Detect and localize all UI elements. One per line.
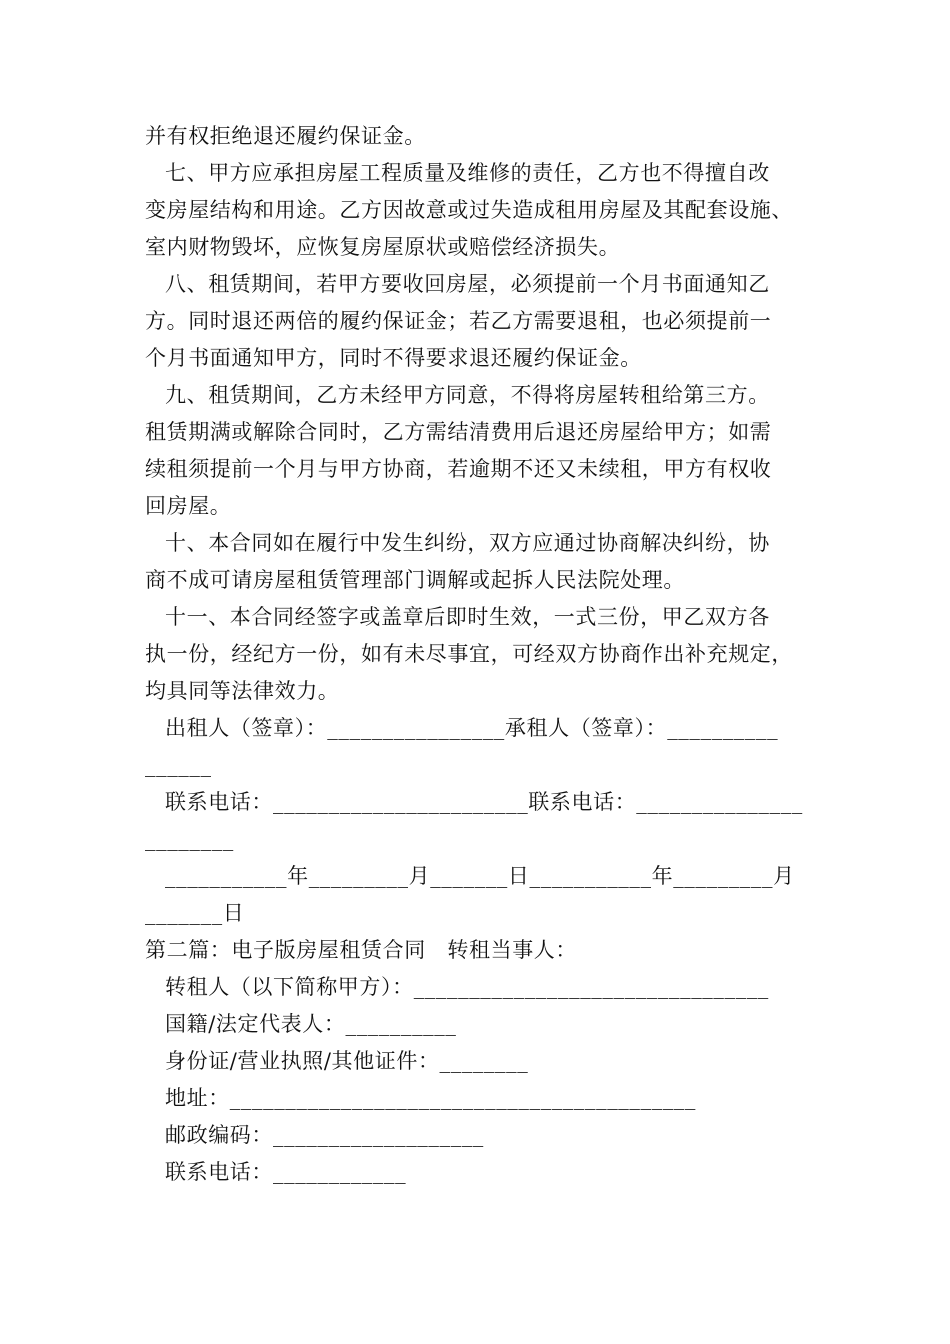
text-line: 室内财物毁坏，应恢复房屋原状或赔偿经济损失。	[145, 235, 621, 259]
postal-code-field: 邮政编码：___________________	[165, 1123, 484, 1147]
phone-line: 联系电话：_______________________联系电话：_______________	[165, 790, 803, 814]
id-document-field: 身份证/营业执照/其他证件：________	[165, 1049, 529, 1073]
signature-line-lessor-lessee: 出租人（签章）：________________承租人（签章）：__________	[165, 716, 779, 740]
text-line: 个月书面通知甲方，同时不得要求退还履约保证金。	[145, 346, 642, 370]
phone-line-continuation: ________	[145, 827, 234, 851]
address-field: 地址：__________________________________________	[165, 1086, 696, 1110]
text-line: 八、租赁期间，若甲方要收回房屋，必须提前一个月书面通知乙	[165, 272, 770, 296]
text-line: 执一份，经纪方一份，如有未尽事宜，可经双方协商作出补充规定，	[145, 642, 793, 666]
text-line: 七、甲方应承担房屋工程质量及维修的责任，乙方也不得擅自改	[165, 161, 770, 185]
text-line: 方。同时退还两倍的履约保证金；若乙方需要退租，也必须提前一	[145, 309, 772, 333]
text-line: 租赁期满或解除合同时，乙方需结清费用后退还房屋给甲方；如需	[145, 420, 772, 444]
contact-phone-field: 联系电话：____________	[165, 1160, 407, 1184]
text-line: 九、租赁期间，乙方未经甲方同意，不得将房屋转租给第三方。	[165, 383, 770, 407]
date-line: ___________年_________月_______日___________年_________月	[165, 864, 795, 888]
signature-line-continuation: ______	[145, 753, 212, 777]
text-line: 均具同等法律效力。	[145, 679, 340, 703]
sublessor-field: 转租人（以下简称甲方）：________________________________	[165, 975, 769, 999]
text-line: 并有权拒绝退还履约保证金。	[145, 124, 426, 148]
nationality-field: 国籍/法定代表人：__________	[165, 1012, 457, 1036]
date-line-continuation: _______日	[145, 901, 245, 925]
text-line: 十一、本合同经签字或盖章后即时生效，一式三份，甲乙双方各	[165, 605, 770, 629]
text-line: 商不成可请房屋租赁管理部门调解或起拆人民法院处理。	[145, 568, 685, 592]
text-line: 变房屋结构和用途。乙方因故意或过失造成租用房屋及其配套设施、	[145, 198, 793, 222]
text-line: 回房屋。	[145, 494, 232, 518]
section-heading: 第二篇：电子版房屋租赁合同 转租当事人：	[145, 938, 577, 962]
text-line: 十、本合同如在履行中发生纠纷，双方应通过协商解决纠纷，协	[165, 531, 770, 555]
text-line: 续租须提前一个月与甲方协商，若逾期不还又未续租，甲方有权收	[145, 457, 772, 481]
